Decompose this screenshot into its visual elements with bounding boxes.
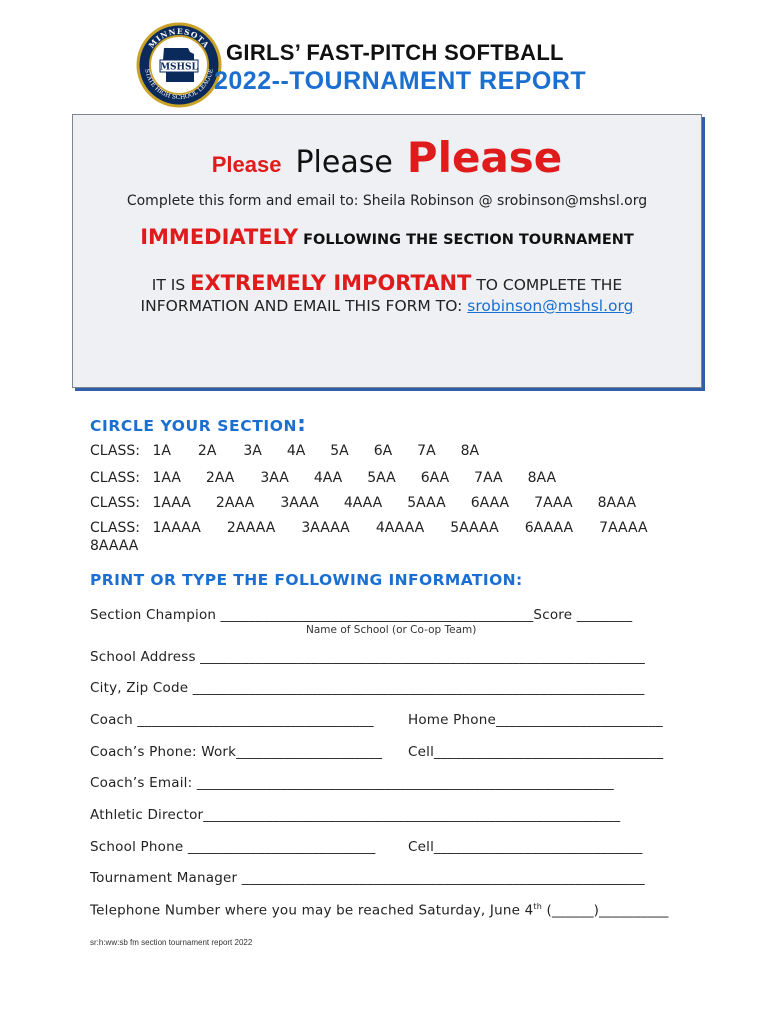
section-option[interactable]: 3AA bbox=[260, 470, 289, 486]
section-option[interactable]: 1AAAA bbox=[152, 520, 201, 536]
tournament-manager-field[interactable]: Tournament Manager __________________________________________________________ bbox=[90, 870, 645, 886]
coach-email-field[interactable]: Coach’s Email: ____________________________________________________________ bbox=[90, 775, 614, 791]
section-option[interactable]: 8AA bbox=[527, 470, 557, 486]
section-option[interactable]: 1A bbox=[152, 443, 171, 459]
telephone-number-field[interactable] bbox=[90, 902, 669, 919]
section-option[interactable]: 8A bbox=[460, 443, 480, 459]
extremely-important-text: EXTREMELY IMPORTANT bbox=[190, 271, 472, 295]
please-small: Please bbox=[211, 152, 282, 177]
school-phone-field[interactable]: School Phone ___________________________ bbox=[90, 839, 376, 855]
it-is-text: IT IS bbox=[151, 276, 191, 294]
section-option[interactable]: 4AAA bbox=[343, 495, 383, 511]
complete-instruction: Complete this form and email to: Sheila Robinson @ srobinson@mshsl.org bbox=[126, 193, 648, 209]
class-row-aaaa bbox=[90, 520, 648, 536]
class-row-aa bbox=[90, 470, 556, 486]
footer-reference: sr:h:ww:sb fm section tournament report 2022 bbox=[90, 938, 253, 947]
section-champion-field[interactable]: Section Champion _____________________________________________Score ________ bbox=[90, 607, 633, 623]
email-link[interactable]: srobinson@mshsl.org bbox=[467, 297, 634, 315]
please-large: Please bbox=[406, 133, 563, 182]
section-option[interactable]: 1AAA bbox=[152, 495, 191, 511]
section-option[interactable]: 4AA bbox=[313, 470, 343, 486]
notice-box bbox=[72, 114, 702, 388]
coach-phone-work-field[interactable]: Coach’s Phone: Work_____________________ bbox=[90, 744, 383, 760]
school-address-field[interactable]: School Address ________________________________________________________________ bbox=[90, 649, 645, 665]
section-option[interactable]: 6AA bbox=[420, 470, 450, 486]
coach-field[interactable]: Coach __________________________________ bbox=[90, 712, 374, 728]
section-option[interactable]: 8AAAA bbox=[90, 538, 139, 554]
circle-section-title-text: CIRCLE YOUR SECTION bbox=[90, 417, 298, 435]
section-option[interactable]: 3A bbox=[243, 443, 262, 459]
logo-center-text: MSHSL bbox=[160, 62, 198, 73]
athletic-director-field[interactable]: Athletic Director____________________________________________________________ bbox=[90, 807, 621, 823]
section-option[interactable]: 7AA bbox=[474, 470, 503, 486]
section-option[interactable]: 5A bbox=[330, 443, 349, 459]
following-text: FOLLOWING THE SECTION TOURNAMENT bbox=[303, 232, 634, 248]
class-row-a bbox=[90, 443, 479, 459]
email-form-text: INFORMATION AND EMAIL THIS FORM TO: bbox=[140, 297, 468, 315]
section-option[interactable]: 2AA bbox=[205, 470, 235, 486]
section-option[interactable]: 3AAA bbox=[280, 495, 319, 511]
section-option[interactable]: 7AAAA bbox=[599, 520, 648, 536]
circle-section-colon: : bbox=[297, 412, 307, 437]
section-option[interactable]: 8AAA bbox=[597, 495, 637, 511]
class-label: CLASS: bbox=[90, 520, 140, 536]
print-info-title: PRINT OR TYPE THE FOLLOWING INFORMATION: bbox=[90, 571, 523, 589]
section-option[interactable]: 5AAA bbox=[407, 495, 446, 511]
telephone-blank: (______)__________ bbox=[541, 902, 669, 919]
name-of-school-caption: Name of School (or Co-op Team) bbox=[306, 624, 477, 636]
section-option[interactable]: 6AAAA bbox=[524, 520, 574, 536]
email-form-row bbox=[73, 297, 701, 315]
important-row bbox=[73, 271, 701, 295]
section-option[interactable]: 7A bbox=[417, 443, 436, 459]
section-option[interactable]: 4AAAA bbox=[375, 520, 425, 536]
section-option[interactable]: 4A bbox=[286, 443, 306, 459]
class-label: CLASS: bbox=[90, 443, 140, 459]
section-option[interactable]: 6AAA bbox=[470, 495, 510, 511]
please-row bbox=[73, 133, 701, 182]
school-cell-field[interactable]: Cell______________________________ bbox=[408, 839, 643, 855]
mshsl-logo bbox=[136, 22, 222, 108]
class-label: CLASS: bbox=[90, 495, 140, 511]
circle-section-title bbox=[90, 412, 307, 437]
please-medium: Please bbox=[295, 145, 393, 180]
immediately-text: IMMEDIATELY bbox=[140, 225, 299, 249]
logo-bottom-text: STATE HIGH SCHOOL LEAGUE bbox=[143, 68, 215, 102]
section-option[interactable]: 2AAA bbox=[215, 495, 255, 511]
class-row-aaaa-wrap bbox=[90, 538, 138, 554]
section-option[interactable]: 2AAAA bbox=[226, 520, 276, 536]
logo-top-text: MINNESOTA bbox=[146, 26, 212, 50]
section-option[interactable]: 3AAAA bbox=[301, 520, 350, 536]
city-zip-field[interactable]: City, Zip Code _________________________________________________________________ bbox=[90, 680, 645, 696]
to-complete-text: TO COMPLETE THE bbox=[471, 276, 623, 294]
class-label: CLASS: bbox=[90, 470, 140, 486]
section-option[interactable]: 1AA bbox=[152, 470, 181, 486]
telephone-sup: th bbox=[533, 902, 542, 911]
section-option[interactable]: 5AAAA bbox=[450, 520, 499, 536]
report-title-line1: GIRLS’ FAST-PITCH SOFTBALL bbox=[226, 40, 564, 65]
coach-cell-field[interactable]: Cell_________________________________ bbox=[408, 744, 664, 760]
section-option[interactable]: 2A bbox=[197, 443, 217, 459]
report-title-line2: 2022--TOURNAMENT REPORT bbox=[214, 67, 587, 95]
telephone-label: Telephone Number where you may be reached Saturday, June 4 bbox=[90, 902, 534, 919]
home-phone-field[interactable]: Home Phone________________________ bbox=[408, 712, 663, 728]
immediately-row bbox=[73, 225, 701, 249]
section-option[interactable]: 7AAA bbox=[534, 495, 573, 511]
section-option[interactable]: 6A bbox=[373, 443, 393, 459]
section-option[interactable]: 5AA bbox=[367, 470, 396, 486]
class-row-aaa bbox=[90, 495, 636, 511]
